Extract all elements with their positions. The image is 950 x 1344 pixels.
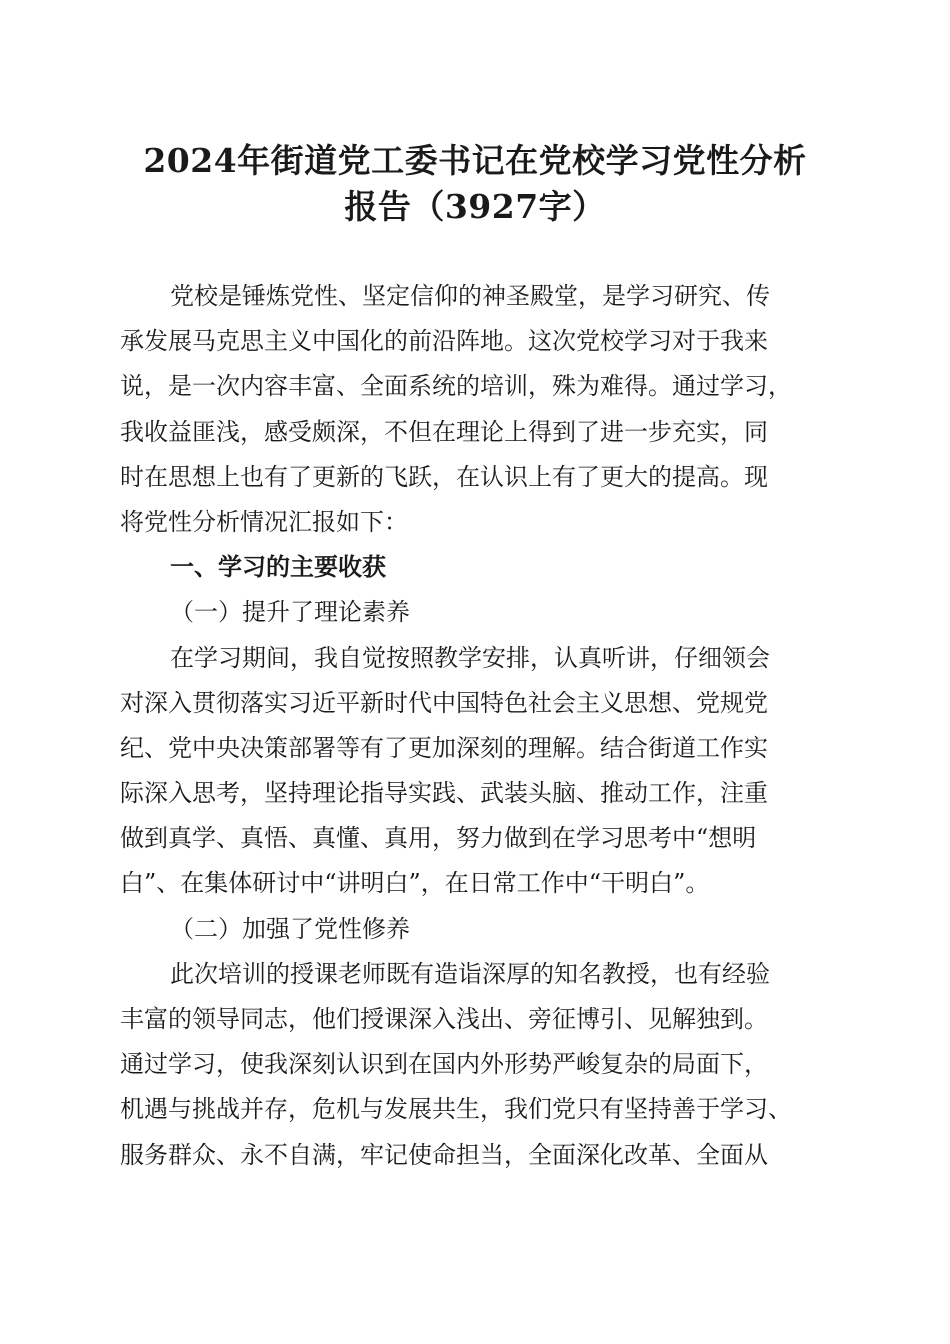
paragraph-line: 将党性分析情况汇报如下：	[120, 507, 408, 536]
document-title	[100, 138, 850, 230]
document-body	[120, 274, 836, 1178]
paragraph-line: 丰富的领导同志，他们授课深入浅出、旁征博引、见解独到。	[120, 1005, 768, 1033]
paragraph-line: 纪、党中央决策部署等有了更加深刻的理解。结合街道工作实	[120, 733, 768, 762]
subsection-heading: （一）提升了理论素养	[170, 598, 410, 627]
paragraph-line: 白”、在集体研讨中“讲明白”，在日常工作中“干明白”。	[120, 869, 710, 898]
paragraph-line: 在学习期间，我自觉按照教学安排，认真听讲，仔细领会	[170, 643, 770, 672]
paragraph-line: 服务群众、永不自满，牢记使命担当，全面深化改革、全面从	[120, 1140, 768, 1169]
paragraph-line: 时在思想上也有了更新的飞跃，在认识上有了更大的提高。现	[120, 462, 768, 491]
paragraph-line: 此次培训的授课老师既有造诣深厚的知名教授，也有经验	[170, 959, 770, 988]
title-line-1: 2024年街道党工委书记在党校学习党性分析	[143, 141, 807, 180]
paragraph-line: 通过学习，使我深刻认识到在国内外形势严峻复杂的局面下，	[120, 1050, 768, 1079]
paragraph-line: 对深入贯彻落实习近平新时代中国特色社会主义思想、党规党	[120, 688, 768, 717]
title-line-2: 报告（3927字）	[344, 187, 606, 226]
paragraph-line: 机遇与挑战并存，危机与发展共生，我们党只有坚持善于学习、	[120, 1095, 792, 1124]
paragraph-line: 承发展马克思主义中国化的前沿阵地。这次党校学习对于我来	[120, 327, 768, 356]
subsection-heading: （二）加强了党性修养	[170, 914, 410, 943]
paragraph-line: 我收益匪浅，感受颇深，不但在理论上得到了进一步充实，同	[120, 417, 768, 446]
paragraph-line: 做到真学、真悟、真懂、真用，努力做到在学习思考中“想明	[120, 824, 757, 853]
paragraph-line: 党校是锤炼党性、坚定信仰的神圣殿堂，是学习研究、传	[170, 282, 770, 310]
paragraph-line: 际深入思考，坚持理论指导实践、武装头脑、推动工作，注重	[120, 779, 768, 808]
section-heading: 一、学习的主要收获	[170, 553, 386, 582]
paragraph-line: 说，是一次内容丰富、全面系统的培训，殊为难得。通过学习，	[120, 372, 792, 401]
